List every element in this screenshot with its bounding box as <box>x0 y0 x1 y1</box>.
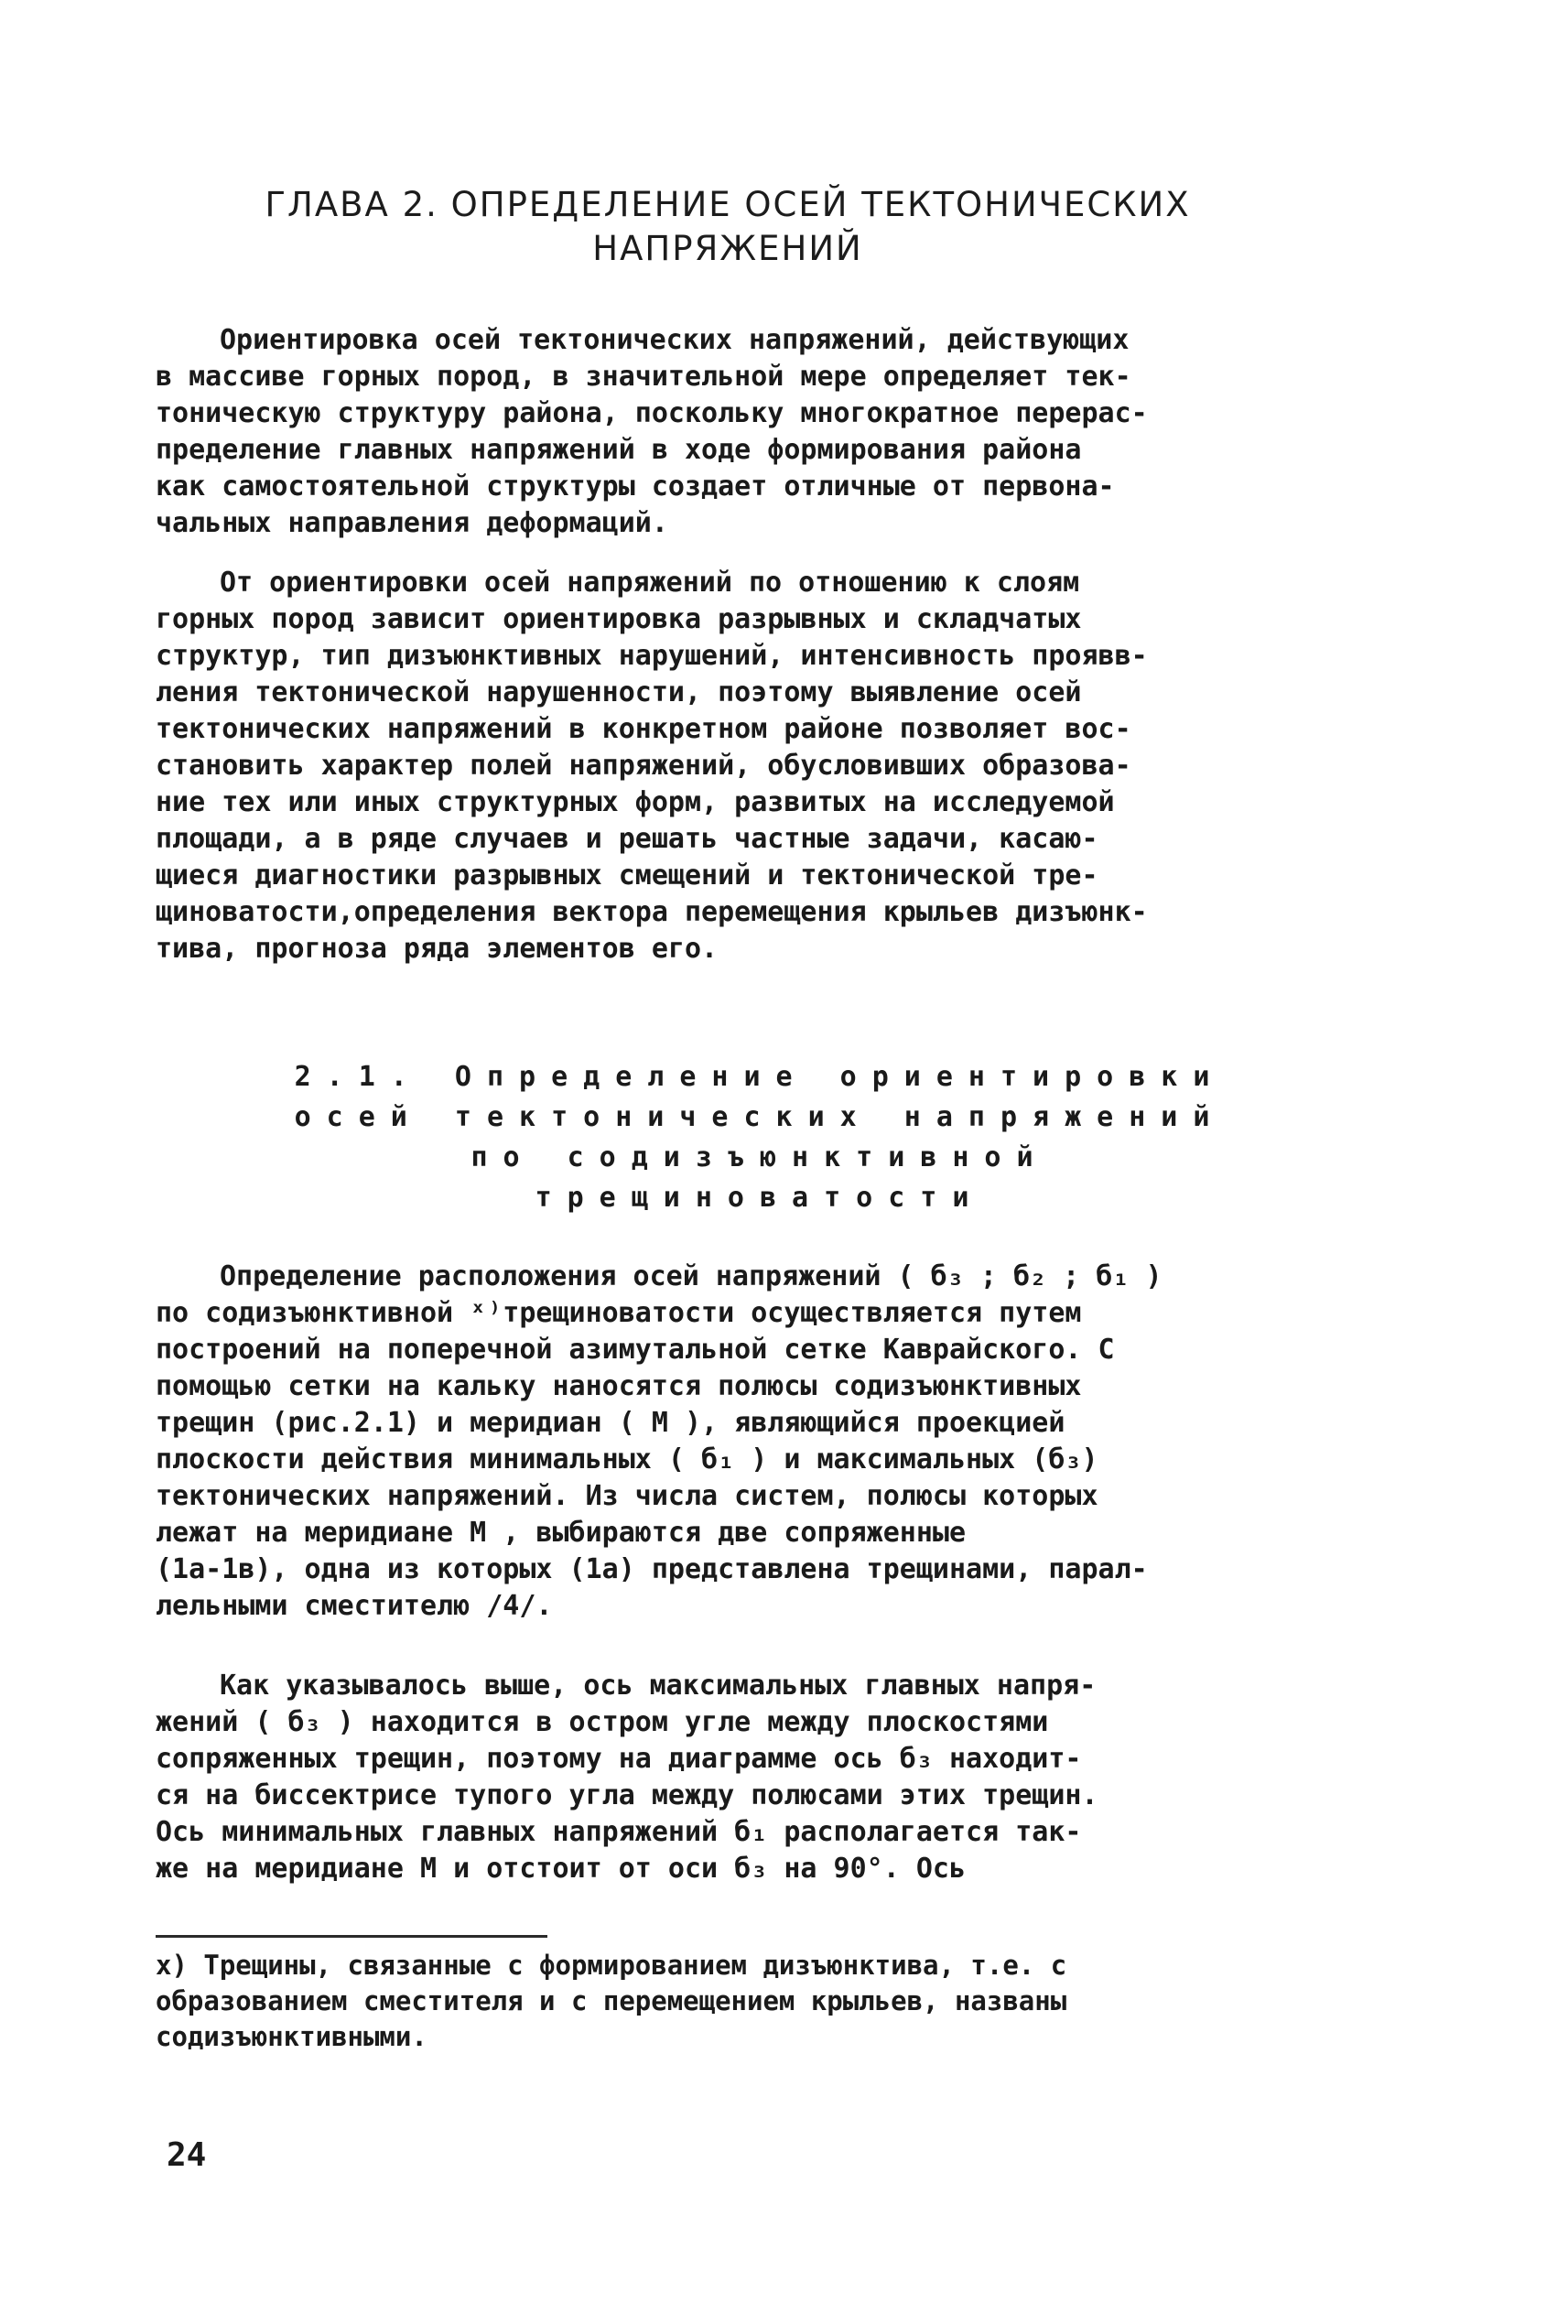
paragraph-line: построений на поперечной азимутальной сетке Каврайского. С <box>156 1334 1115 1366</box>
paragraph-line: горных пород зависит ориентировка разрывных и складчатых <box>156 603 1082 635</box>
paragraph-line: как самостоятельной структуры создает отличные от первона- <box>156 470 1115 503</box>
paragraph-line: по содизъюнктивной ˣ⁾трещиноватости осуществляется путем <box>156 1297 1082 1329</box>
footnote-divider <box>156 1935 547 1938</box>
paragraph-2 <box>156 565 1437 967</box>
footnote-line: образованием сместителя и с перемещением крыльев, названы <box>156 1985 1067 2016</box>
paragraph-line: лежат на меридиане М , выбираются две сопряженные <box>156 1517 967 1549</box>
paragraph-line: Ось минимальных главных напряжений б₁ располагается так- <box>156 1816 1082 1848</box>
paragraph-line: Определение расположения осей напряжений ( б₃ ; б₂ ; б₁ ) <box>220 1260 1162 1292</box>
paragraph-1 <box>156 322 1437 542</box>
paragraph-line: ние тех или иных структурных форм, развитых на исследуемой <box>156 786 1115 818</box>
footnote <box>156 1948 1437 2055</box>
paragraph-line: тоническую структуру района, поскольку многократное перерас- <box>156 397 1148 429</box>
paragraph-line: плоскости действия минимальных ( б₁ ) и максимальных (б₃) <box>156 1443 1098 1475</box>
paragraph-line: Ориентировка осей тектонических напряжений, действующих <box>220 324 1130 356</box>
paragraph-line: структур, тип дизъюнктивных нарушений, интенсивность проявв- <box>156 640 1148 672</box>
paragraph-line: тектонических напряжений в конкретном районе позволяет вос- <box>156 713 1131 745</box>
paragraph-line: сопряженных трещин, поэтому на диаграмме ось б₃ находит- <box>156 1743 1082 1775</box>
paragraph-line: площади, а в ряде случаев и решать частные задачи, касаю- <box>156 823 1098 855</box>
paragraph-line: лельными сместителю /4/. <box>156 1590 553 1622</box>
paragraph-line: ления тектонической нарушенности, поэтому выявление осей <box>156 676 1082 708</box>
paragraph-4 <box>156 1668 1437 1887</box>
paragraph-line: Как указывалось выше, ось максимальных главных напря- <box>220 1670 1097 1702</box>
paragraph-line: ся на биссектрисе тупого угла между полюсами этих трещин. <box>156 1779 1098 1811</box>
paragraph-line: тектонических напряжений. Из числа систем, полюсы которых <box>156 1480 1098 1512</box>
paragraph-3 <box>156 1259 1437 1625</box>
footnote-line: содизъюнктивными. <box>156 2021 427 2052</box>
footnote-line: х) Трещины, связанные с формированием дизъюнктива, т.е. с <box>156 1950 1067 1981</box>
page-number: 24 <box>167 2136 207 2174</box>
section-heading-line-4: трещиноватости <box>535 1182 985 1214</box>
chapter-title-line-1: ГЛАВА 2. ОПРЕДЕЛЕНИЕ ОСЕЙ ТЕКТОНИЧЕСКИХ <box>265 185 1191 224</box>
paragraph-line: (1а-1в), одна из которых (1а) представлена трещинами, парал- <box>156 1553 1148 1585</box>
paragraph-line: От ориентировки осей напряжений по отношению к слоям <box>220 567 1080 599</box>
paragraph-line: жений ( б₃ ) находится в остром угле между плоскостями <box>156 1706 1049 1738</box>
paragraph-line: трещин (рис.2.1) и меридиан ( М ), являющийся проекцией <box>156 1407 1065 1439</box>
section-heading-line-2: осей тектонических напряжений <box>294 1101 1226 1133</box>
paragraph-line: пределение главных напряжений в ходе формирования района <box>156 434 1082 466</box>
paragraph-line: щиноватости,определения вектора перемещения крыльев дизъюнк- <box>156 896 1148 928</box>
paragraph-line: в массиве горных пород, в значительной мере определяет тек- <box>156 361 1131 393</box>
section-heading <box>183 1057 1336 1218</box>
paragraph-line: помощью сетки на кальку наносятся полюсы содизъюнктивных <box>156 1370 1082 1402</box>
paragraph-line: становить характер полей напряжений, обусловивших образова- <box>156 750 1131 782</box>
chapter-title-line-2: НАПРЯЖЕНИЙ <box>592 229 863 268</box>
section-heading-line-1: 2.1. Определение ориентировки <box>294 1061 1226 1093</box>
section-heading-line-3: по содизъюнктивной <box>470 1141 1049 1173</box>
paragraph-line: тива, прогноза ряда элементов его. <box>156 933 719 965</box>
chapter-title <box>137 183 1318 271</box>
paragraph-line: же на меридиане М и отстоит от оси б₃ на 90°. Ось <box>156 1853 967 1885</box>
paragraph-line: чальных направления деформаций. <box>156 507 668 539</box>
paragraph-line: щиеся диагностики разрывных смещений и тектонической тре- <box>156 859 1098 892</box>
